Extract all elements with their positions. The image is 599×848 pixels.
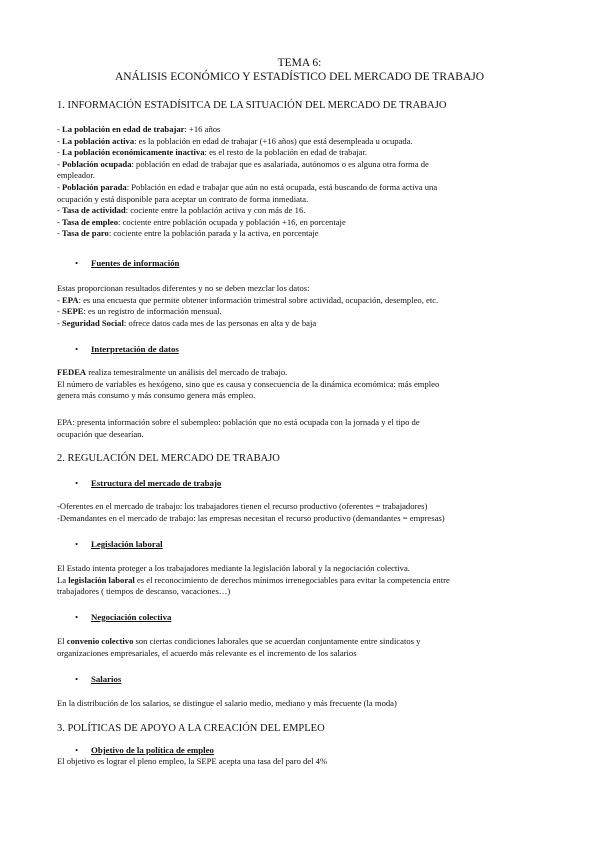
interpretacion-block: FEDEA realiza temestralmente un análisis del mercado de trabajo. El número de variables es hexógeno, sino que es causa y consecuencia de la dinámica ecomómica: más empleo genera más consumo y más consumo genera más empleo. — [57, 367, 440, 401]
definition-item: - Tasa de empleo: cociente entre población ocupada y población +16, en porcentaje — [57, 216, 346, 227]
section-3-heading: 3. POLÍTICAS DE APOYO A LA CREACIÓN DEL EMPLEO — [57, 723, 325, 734]
doc-title-line2: ANÁLISIS ECONÓMICO Y ESTADÍSTICO DEL MERCADO DE TRABAJO — [114, 71, 485, 83]
subheading-legislacion: • Legislación laboral — [75, 539, 163, 549]
definition-item: - Tasa de paro: cociente entre la población parada y la activa, en porcentaje — [57, 228, 319, 239]
fuentes-block — [57, 283, 547, 329]
fuente-item: - SEPE: es un registro de información mensual. — [57, 306, 222, 317]
objetivo-line: El objetivo es lograr el pleno empleo, la SEPE acepta una tasa del paro del 4% — [57, 756, 328, 766]
definition-item: - Población ocupada: población en edad de trabajar que es asalariada, autónomos o es alguna otra forma de — [57, 158, 429, 169]
subheading-objetivo: • Objetivo de la política de empleo — [75, 745, 214, 755]
fuentes-intro: Estas proporcionan resultados diferentes y no se deben mezclar los datos: — [57, 283, 310, 293]
bullet-icon: • — [75, 258, 79, 268]
definition-item: - La población activa: es la población en edad de trabajar (+16 años) que está desempleada u ocupada. — [57, 135, 413, 146]
section-1-heading: 1. INFORMACIÓN ESTADÍSITCA DE LA SITUACIÓN DEL MERCADO DE TRABAJO — [57, 100, 447, 111]
subheading-interpretacion: • Interpretación de datos — [75, 344, 179, 354]
bullet-icon: • — [75, 478, 79, 488]
bullet-icon: • — [75, 674, 79, 684]
fuente-item: - EPA: es una encuesta que permite obtener información trimestral sobre actividad, ocupación, desempleo, etc. — [57, 294, 439, 305]
salarios-line: En la distribución de los salarios, se distingue el salario medio, mediano y más frecuente (la moda) — [57, 698, 397, 708]
definition-item: - Tasa de actividad: cociente entre la población activa y con más de 16. — [57, 205, 306, 216]
subheading-negociacion: • Negociación colectiva — [75, 612, 172, 622]
section-2-heading: 2. REGULACIÓN DEL MERCADO DE TRABAJO — [57, 453, 280, 464]
subheading-estructura: • Estructura del mercado de trabajo — [75, 478, 222, 488]
bullet-icon: • — [75, 344, 79, 354]
epa-block: EPA: presenta información sobre el subempleo: población que no está ocupada con la jornada y el tipo de ocupación que desearían. — [57, 417, 420, 439]
subheading-fuentes: • Fuentes de información — [75, 258, 180, 268]
definition-item: - La población económicamente inactiva: es el resto de la población en edad de trabajar. — [57, 147, 368, 158]
negociacion-block: El convenio colectivo son ciertas condiciones laborales que se acuerdan conjuntamente entre sindicatos y organizaciones empresariales, el acuerdo más relevante es el incremento de los salarios — [57, 636, 421, 658]
definition-item: - La población en edad de trabajar: +16 años — [57, 124, 221, 134]
definitions-list — [57, 124, 547, 240]
doc-title-line1: TEMA 6: — [277, 57, 322, 69]
bullet-icon: • — [75, 539, 79, 549]
bullet-icon: • — [75, 745, 79, 755]
fuente-item: - Seguridad Social: ofrece datos cada mes de las personas en alta y de baja — [57, 317, 317, 328]
definition-item: empleador. — [57, 170, 95, 181]
definition-item: - Población parada: Población en edad e trabajar que aún no está ocupada, está buscando de forma activa una — [57, 181, 438, 192]
bullet-icon: • — [75, 612, 79, 622]
subheading-salarios: • Salarios — [75, 674, 122, 684]
estructura-block: -Oferentes en el mercado de trabajo: los trabajadores tienen el recurso productivo (oferentes = trabajadores) -Demandantes en el mercado de trabajo: las empresas necesitan el recurso productivo (demandantes = empresas) — [57, 501, 445, 523]
definition-item: ocupación y está disponible para aceptar un contrato de forma inmediata. — [57, 193, 309, 204]
legislacion-block: El Estado intenta proteger a los trabajadores mediante la legislación laboral y la negociación colectiva. La legislación laboral es el reconocimiento de derechos mínimos irrenegociables para evitar la competencia entre trabajadores ( tiempos de descanso, vacaciones…) — [57, 563, 450, 597]
